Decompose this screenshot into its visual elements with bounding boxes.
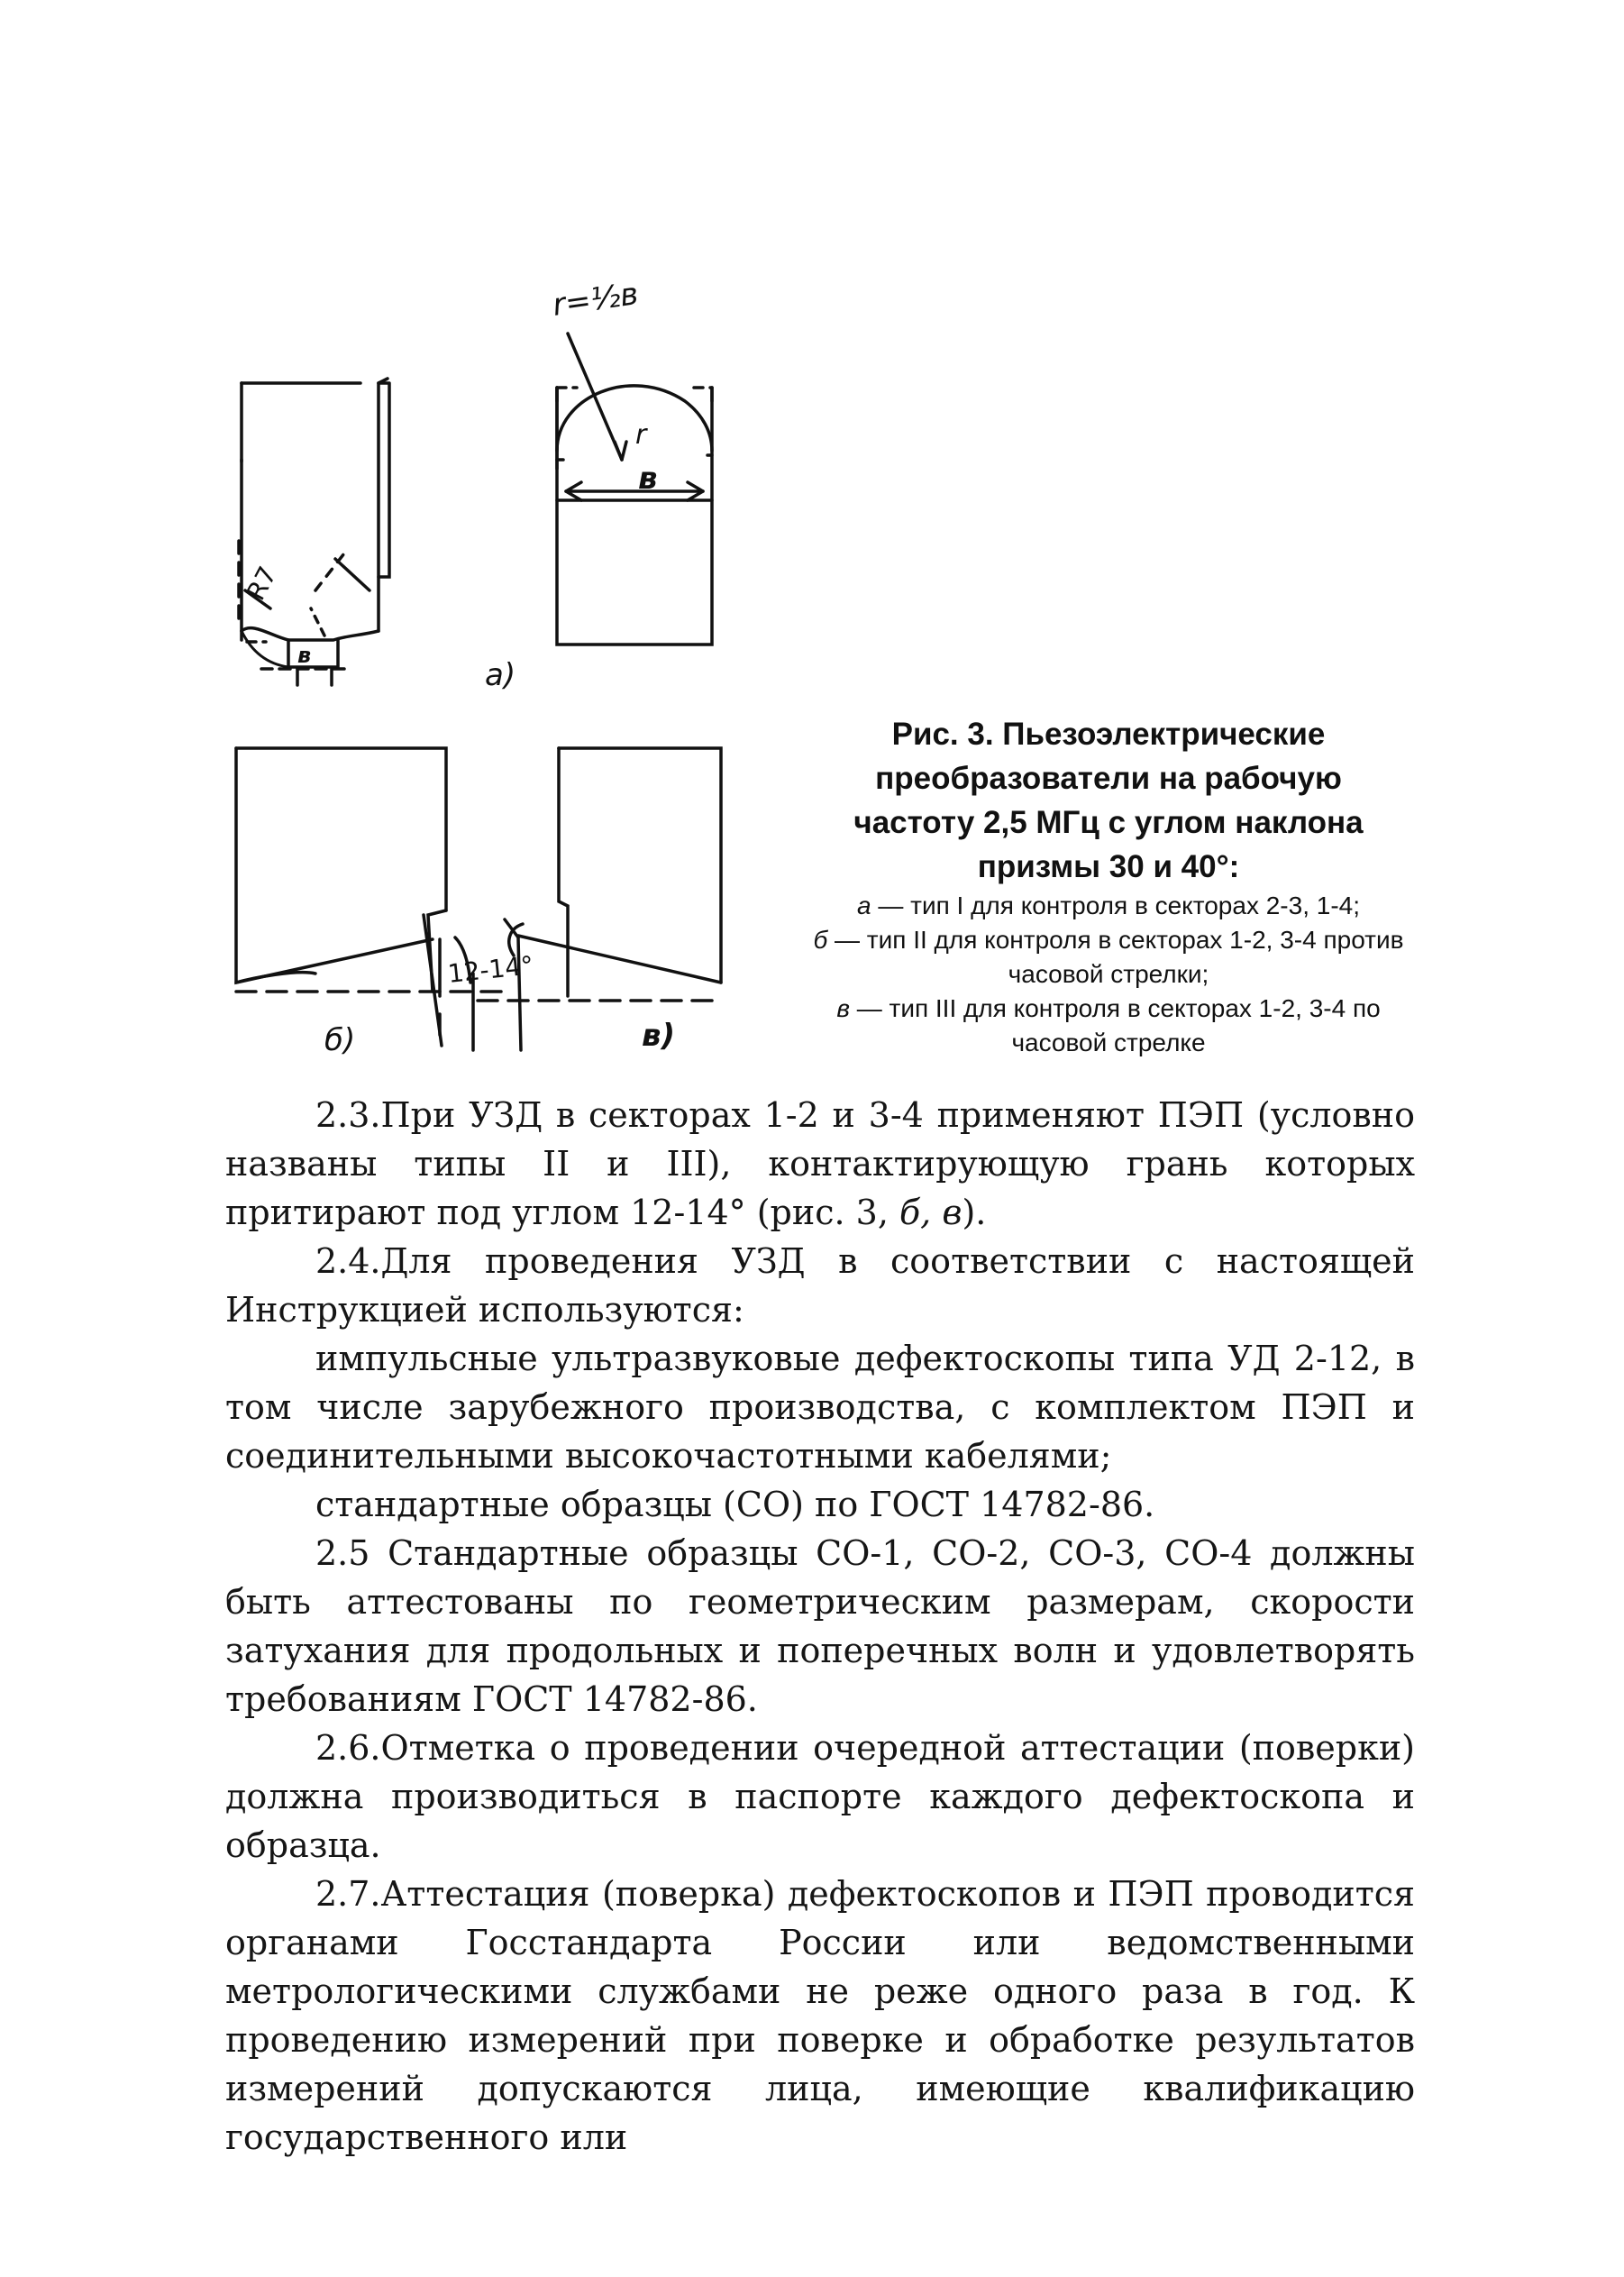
legend-item-b: б — тип II для контроля в секторах 1-2, 3-4 против часовой стрелки;	[813, 926, 1404, 988]
paragraph-2-3: 2.3.При УЗД в секторах 1-2 и 3-4 применяют ПЭП (условно названы типы II и III), контактирующую грань которых притирают под углом 12-14° (рис. 3, б, в).	[225, 1095, 1415, 1232]
probe-a-right	[557, 334, 712, 645]
label-angle: 12-14°	[446, 950, 535, 989]
label-radius: r=½в	[550, 276, 641, 324]
label-width-small: в	[297, 643, 312, 668]
caption-title-line: частоту 2,5 МГц с углом наклона	[853, 805, 1364, 840]
probe-v	[478, 748, 721, 1050]
figure-caption	[793, 712, 1424, 1060]
list-item-defectoscopes: импульсные ультразвуковые дефектоскопы типа УД 2-12, в том числе зарубежного производства, с комплектом ПЭП и соединительными высокочастотными кабелями;	[225, 1339, 1415, 1476]
legend-item-v: в — тип III для контроля в секторах 1-2, 3-4 по часовой стрелке	[836, 994, 1381, 1056]
label-a: а)	[485, 657, 516, 693]
label-r7: R7	[241, 561, 283, 606]
paragraph-2-6: 2.6.Отметка о проведении очередной аттестации (поверки) должна производиться в паспорте каждого дефектоскопа и образца.	[225, 1728, 1415, 1865]
paragraph-2-7: 2.7.Аттестация (поверка) дефектоскопов и ПЭП проводится органами Госстандарта России или ведомственными метрологическими службами не реже одного раза в год. К проведению измерений при поверке и обработке результатов измерений допускаются лица, имеющие квалификацию государственного или	[225, 1874, 1415, 2157]
list-item-standard-samples: стандартные образцы (СО) по ГОСТ 14782-86.	[315, 1485, 1155, 1524]
paragraph-2-4: 2.4.Для проведения УЗД в соответствии с настоящей Инструкцией используются:	[225, 1241, 1415, 1330]
caption-title-line: Рис. 3. Пьезоэлектрические	[891, 717, 1326, 752]
document-body	[225, 1091, 1415, 2162]
caption-legend	[793, 889, 1424, 1060]
label-width-top: в	[638, 461, 658, 497]
legend-item-a: а — тип I для контроля в секторах 2-3, 1-4;	[856, 892, 1361, 919]
probe-b	[236, 748, 505, 1050]
label-r: r	[635, 419, 647, 451]
probe-a-left	[239, 379, 389, 685]
caption-title-line: призмы 30 и 40°:	[977, 849, 1240, 884]
label-v: в)	[642, 1018, 676, 1054]
label-b: б)	[324, 1022, 356, 1058]
paragraph-2-5: 2.5 Стандартные образцы СО-1, СО-2, СО-3, СО-4 должны быть аттестованы по геометрическим размерам, скорости затухания для продольных и поперечных волн и удовлетворять требованиям ГОСТ 14782-86.	[225, 1533, 1415, 1719]
caption-title-line: преобразователи на рабочую	[875, 761, 1342, 796]
caption-title	[793, 712, 1424, 889]
